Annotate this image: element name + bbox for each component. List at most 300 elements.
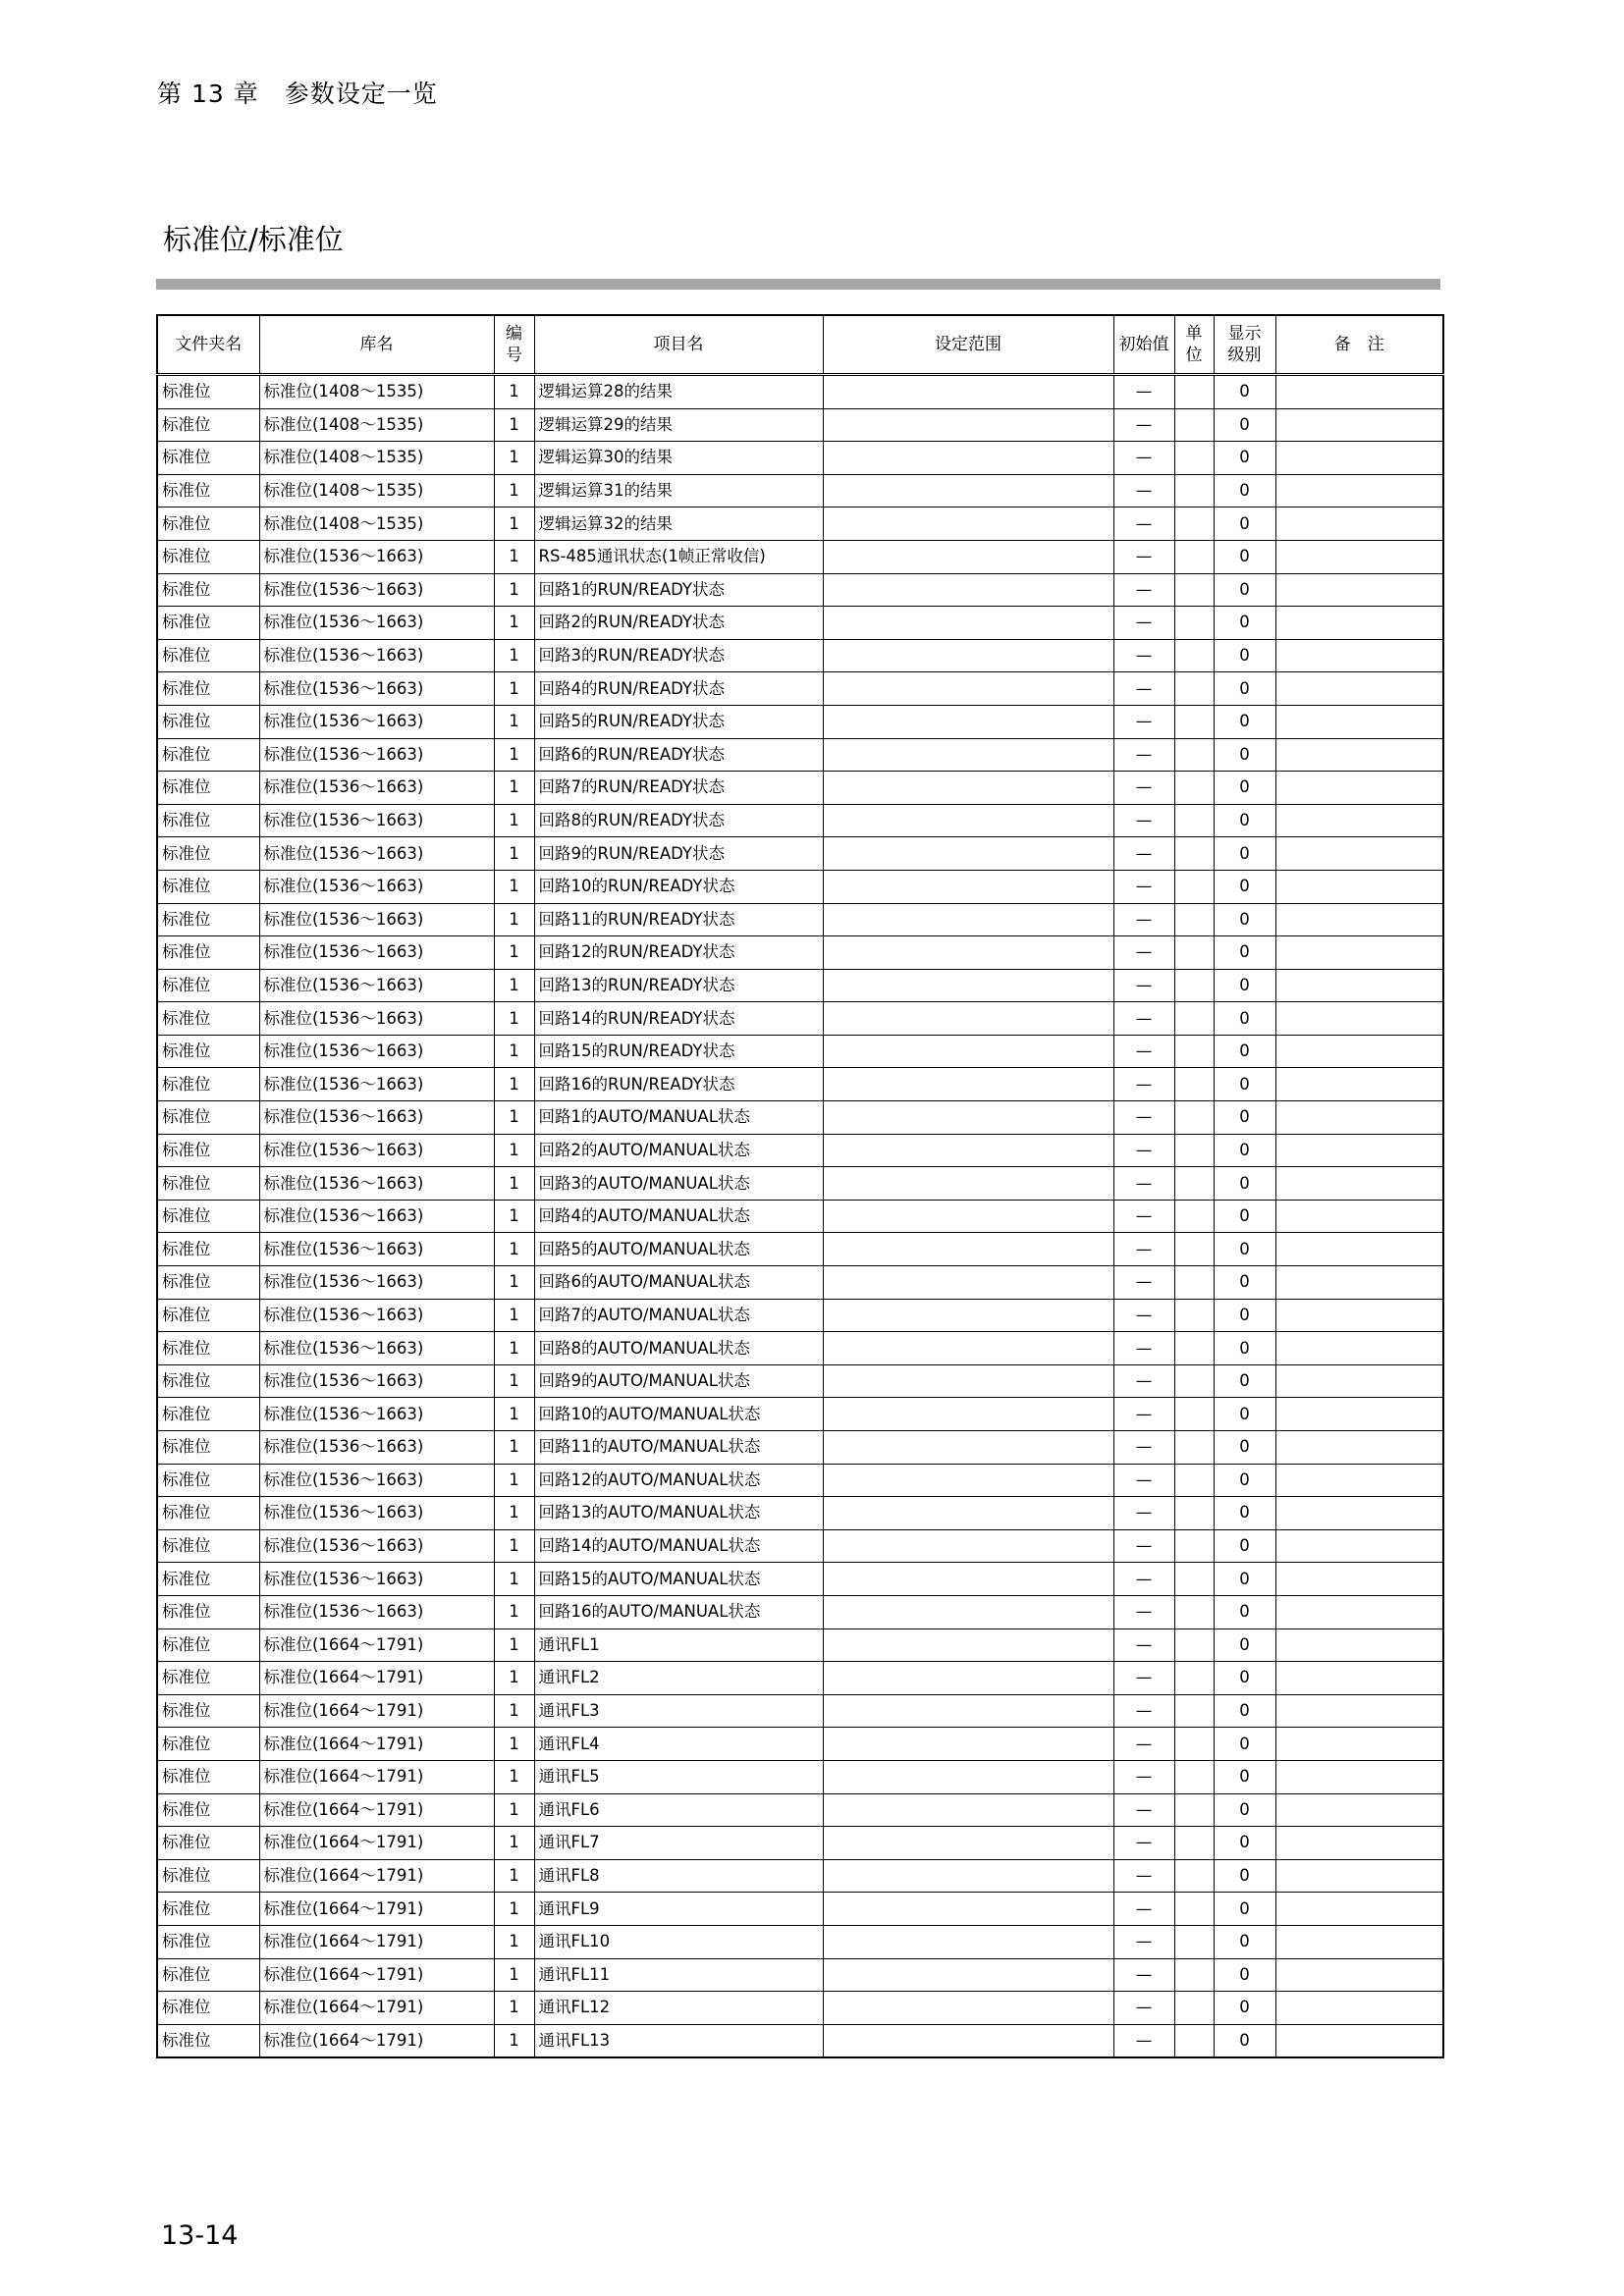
cell-setting-range bbox=[823, 507, 1113, 541]
cell-number: 1 bbox=[494, 474, 534, 507]
table-row bbox=[157, 1233, 1443, 1266]
cell-unit bbox=[1174, 1563, 1214, 1596]
cell-display-level: 0 bbox=[1214, 1233, 1275, 1266]
cell-initial-value: — bbox=[1113, 1694, 1174, 1728]
cell-folder-name: 标准位 bbox=[157, 573, 259, 607]
cell-initial-value: — bbox=[1113, 1299, 1174, 1332]
cell-library-name: 标准位(1536～1663) bbox=[259, 1200, 494, 1233]
cell-setting-range bbox=[823, 1629, 1113, 1662]
cell-number: 1 bbox=[494, 1266, 534, 1300]
table-body bbox=[157, 375, 1443, 2058]
cell-item-name: 回路12的RUN/READY状态 bbox=[534, 936, 823, 970]
page-number: 13-14 bbox=[161, 2220, 239, 2251]
cell-library-name: 标准位(1536～1663) bbox=[259, 903, 494, 936]
cell-item-name: 回路14的RUN/READY状态 bbox=[534, 1002, 823, 1036]
cell-folder-name: 标准位 bbox=[157, 936, 259, 970]
table-row bbox=[157, 1793, 1443, 1827]
table-row bbox=[157, 408, 1443, 442]
table-row bbox=[157, 1398, 1443, 1431]
section-divider bbox=[156, 279, 1440, 290]
cell-setting-range bbox=[823, 639, 1113, 672]
cell-folder-name: 标准位 bbox=[157, 1398, 259, 1431]
cell-item-name: 回路15的AUTO/MANUAL状态 bbox=[534, 1563, 823, 1596]
cell-remarks bbox=[1275, 1200, 1443, 1233]
cell-initial-value: — bbox=[1113, 772, 1174, 805]
table-row bbox=[157, 1563, 1443, 1596]
cell-remarks bbox=[1275, 1266, 1443, 1300]
cell-library-name: 标准位(1664～1791) bbox=[259, 1629, 494, 1662]
cell-initial-value: — bbox=[1113, 672, 1174, 706]
column-header-setting-range: 设定范围 bbox=[823, 315, 1113, 375]
cell-library-name: 标准位(1536～1663) bbox=[259, 1595, 494, 1629]
cell-initial-value: — bbox=[1113, 1134, 1174, 1167]
cell-folder-name: 标准位 bbox=[157, 607, 259, 640]
table-row bbox=[157, 1299, 1443, 1332]
table-header bbox=[157, 315, 1443, 375]
cell-library-name: 标准位(1664～1791) bbox=[259, 1793, 494, 1827]
cell-initial-value: — bbox=[1113, 1629, 1174, 1662]
cell-display-level: 0 bbox=[1214, 870, 1275, 903]
cell-display-level: 0 bbox=[1214, 672, 1275, 706]
cell-item-name: 回路3的AUTO/MANUAL状态 bbox=[534, 1167, 823, 1201]
cell-setting-range bbox=[823, 1859, 1113, 1893]
cell-remarks bbox=[1275, 1958, 1443, 1992]
cell-unit bbox=[1174, 837, 1214, 871]
cell-initial-value: — bbox=[1113, 1035, 1174, 1068]
cell-unit bbox=[1174, 1793, 1214, 1827]
cell-number: 1 bbox=[494, 1101, 534, 1135]
cell-library-name: 标准位(1664～1791) bbox=[259, 1859, 494, 1893]
cell-item-name: 通讯FL12 bbox=[534, 1992, 823, 2025]
table-row bbox=[157, 1859, 1443, 1893]
column-header-initial-value: 初始值 bbox=[1113, 315, 1174, 375]
cell-number: 1 bbox=[494, 375, 534, 409]
table-row bbox=[157, 442, 1443, 475]
table-row bbox=[157, 474, 1443, 507]
cell-item-name: 回路10的AUTO/MANUAL状态 bbox=[534, 1398, 823, 1431]
cell-folder-name: 标准位 bbox=[157, 1992, 259, 2025]
cell-display-level: 0 bbox=[1214, 1893, 1275, 1926]
cell-display-level: 0 bbox=[1214, 507, 1275, 541]
cell-initial-value: — bbox=[1113, 1431, 1174, 1465]
cell-initial-value: — bbox=[1113, 1563, 1174, 1596]
cell-folder-name: 标准位 bbox=[157, 1233, 259, 1266]
cell-initial-value: — bbox=[1113, 1266, 1174, 1300]
cell-unit bbox=[1174, 1398, 1214, 1431]
cell-folder-name: 标准位 bbox=[157, 2024, 259, 2057]
cell-display-level: 0 bbox=[1214, 1529, 1275, 1563]
parameter-table bbox=[156, 314, 1444, 2058]
cell-remarks bbox=[1275, 1992, 1443, 2025]
cell-unit bbox=[1174, 969, 1214, 1002]
cell-display-level: 0 bbox=[1214, 1694, 1275, 1728]
cell-library-name: 标准位(1664～1791) bbox=[259, 1728, 494, 1761]
cell-unit bbox=[1174, 672, 1214, 706]
cell-folder-name: 标准位 bbox=[157, 1299, 259, 1332]
cell-number: 1 bbox=[494, 2024, 534, 2057]
cell-display-level: 0 bbox=[1214, 1958, 1275, 1992]
cell-folder-name: 标准位 bbox=[157, 1529, 259, 1563]
cell-folder-name: 标准位 bbox=[157, 1200, 259, 1233]
cell-number: 1 bbox=[494, 507, 534, 541]
cell-folder-name: 标准位 bbox=[157, 1728, 259, 1761]
cell-display-level: 0 bbox=[1214, 804, 1275, 837]
cell-unit bbox=[1174, 804, 1214, 837]
cell-setting-range bbox=[823, 772, 1113, 805]
cell-remarks bbox=[1275, 936, 1443, 970]
table-row bbox=[157, 837, 1443, 871]
cell-setting-range bbox=[823, 1200, 1113, 1233]
cell-number: 1 bbox=[494, 1728, 534, 1761]
table-row bbox=[157, 607, 1443, 640]
cell-remarks bbox=[1275, 705, 1443, 738]
cell-setting-range bbox=[823, 705, 1113, 738]
cell-folder-name: 标准位 bbox=[157, 1827, 259, 1860]
cell-folder-name: 标准位 bbox=[157, 474, 259, 507]
table-row bbox=[157, 672, 1443, 706]
cell-folder-name: 标准位 bbox=[157, 1793, 259, 1827]
cell-item-name: 逻辑运算31的结果 bbox=[534, 474, 823, 507]
cell-display-level: 0 bbox=[1214, 1299, 1275, 1332]
cell-number: 1 bbox=[494, 772, 534, 805]
table-row bbox=[157, 936, 1443, 970]
cell-display-level: 0 bbox=[1214, 1992, 1275, 2025]
cell-item-name: 回路3的RUN/READY状态 bbox=[534, 639, 823, 672]
cell-setting-range bbox=[823, 1925, 1113, 1958]
cell-remarks bbox=[1275, 1760, 1443, 1793]
table-row bbox=[157, 1629, 1443, 1662]
cell-initial-value: — bbox=[1113, 375, 1174, 409]
cell-initial-value: — bbox=[1113, 540, 1174, 573]
cell-item-name: 回路6的AUTO/MANUAL状态 bbox=[534, 1266, 823, 1300]
cell-number: 1 bbox=[494, 1134, 534, 1167]
cell-number: 1 bbox=[494, 1233, 534, 1266]
cell-display-level: 0 bbox=[1214, 772, 1275, 805]
cell-display-level: 0 bbox=[1214, 738, 1275, 772]
cell-remarks bbox=[1275, 738, 1443, 772]
cell-unit bbox=[1174, 1497, 1214, 1530]
cell-setting-range bbox=[823, 1728, 1113, 1761]
cell-folder-name: 标准位 bbox=[157, 1595, 259, 1629]
cell-display-level: 0 bbox=[1214, 1464, 1275, 1497]
cell-setting-range bbox=[823, 870, 1113, 903]
cell-initial-value: — bbox=[1113, 903, 1174, 936]
cell-number: 1 bbox=[494, 903, 534, 936]
cell-initial-value: — bbox=[1113, 1893, 1174, 1926]
cell-library-name: 标准位(1664～1791) bbox=[259, 1992, 494, 2025]
cell-item-name: 通讯FL10 bbox=[534, 1925, 823, 1958]
cell-library-name: 标准位(1536～1663) bbox=[259, 772, 494, 805]
cell-remarks bbox=[1275, 1364, 1443, 1398]
cell-setting-range bbox=[823, 442, 1113, 475]
cell-number: 1 bbox=[494, 1497, 534, 1530]
table-row bbox=[157, 1728, 1443, 1761]
cell-setting-range bbox=[823, 1958, 1113, 1992]
cell-remarks bbox=[1275, 1167, 1443, 1201]
cell-number: 1 bbox=[494, 1002, 534, 1036]
cell-setting-range bbox=[823, 1992, 1113, 2025]
table-row bbox=[157, 1529, 1443, 1563]
table-row bbox=[157, 1992, 1443, 2025]
cell-unit bbox=[1174, 1827, 1214, 1860]
cell-folder-name: 标准位 bbox=[157, 375, 259, 409]
table-row bbox=[157, 1694, 1443, 1728]
table-row bbox=[157, 804, 1443, 837]
cell-library-name: 标准位(1408～1535) bbox=[259, 375, 494, 409]
cell-display-level: 0 bbox=[1214, 540, 1275, 573]
cell-folder-name: 标准位 bbox=[157, 804, 259, 837]
cell-setting-range bbox=[823, 1002, 1113, 1036]
cell-unit bbox=[1174, 936, 1214, 970]
cell-display-level: 0 bbox=[1214, 1925, 1275, 1958]
cell-setting-range bbox=[823, 672, 1113, 706]
cell-unit bbox=[1174, 2024, 1214, 2057]
cell-remarks bbox=[1275, 573, 1443, 607]
cell-remarks bbox=[1275, 1332, 1443, 1365]
cell-unit bbox=[1174, 772, 1214, 805]
cell-folder-name: 标准位 bbox=[157, 639, 259, 672]
cell-initial-value: — bbox=[1113, 1728, 1174, 1761]
cell-library-name: 标准位(1536～1663) bbox=[259, 1167, 494, 1201]
column-header-display-level: 显示 级别 bbox=[1214, 315, 1275, 375]
cell-initial-value: — bbox=[1113, 1101, 1174, 1135]
cell-number: 1 bbox=[494, 870, 534, 903]
cell-item-name: 通讯FL9 bbox=[534, 1893, 823, 1926]
cell-unit bbox=[1174, 1200, 1214, 1233]
cell-setting-range bbox=[823, 1793, 1113, 1827]
cell-unit bbox=[1174, 607, 1214, 640]
cell-library-name: 标准位(1536～1663) bbox=[259, 540, 494, 573]
cell-setting-range bbox=[823, 1398, 1113, 1431]
table-row bbox=[157, 1167, 1443, 1201]
cell-initial-value: — bbox=[1113, 1958, 1174, 1992]
table-row bbox=[157, 1760, 1443, 1793]
section-title: 标准位/标准位 bbox=[163, 223, 344, 256]
cell-remarks bbox=[1275, 804, 1443, 837]
cell-remarks bbox=[1275, 507, 1443, 541]
cell-number: 1 bbox=[494, 540, 534, 573]
cell-display-level: 0 bbox=[1214, 837, 1275, 871]
cell-unit bbox=[1174, 375, 1214, 409]
cell-initial-value: — bbox=[1113, 573, 1174, 607]
cell-display-level: 0 bbox=[1214, 1002, 1275, 1036]
cell-unit bbox=[1174, 1068, 1214, 1101]
cell-library-name: 标准位(1536～1663) bbox=[259, 639, 494, 672]
table-row bbox=[157, 1101, 1443, 1135]
cell-display-level: 0 bbox=[1214, 1431, 1275, 1465]
cell-initial-value: — bbox=[1113, 936, 1174, 970]
cell-item-name: 通讯FL2 bbox=[534, 1662, 823, 1695]
cell-remarks bbox=[1275, 1002, 1443, 1036]
cell-display-level: 0 bbox=[1214, 936, 1275, 970]
cell-unit bbox=[1174, 1464, 1214, 1497]
cell-setting-range bbox=[823, 903, 1113, 936]
table-row bbox=[157, 1068, 1443, 1101]
cell-item-name: 逻辑运算29的结果 bbox=[534, 408, 823, 442]
cell-unit bbox=[1174, 870, 1214, 903]
cell-library-name: 标准位(1536～1663) bbox=[259, 573, 494, 607]
cell-remarks bbox=[1275, 672, 1443, 706]
cell-initial-value: — bbox=[1113, 1464, 1174, 1497]
table-row bbox=[157, 573, 1443, 607]
cell-folder-name: 标准位 bbox=[157, 1497, 259, 1530]
table-row bbox=[157, 1134, 1443, 1167]
cell-remarks bbox=[1275, 607, 1443, 640]
cell-initial-value: — bbox=[1113, 1992, 1174, 2025]
cell-folder-name: 标准位 bbox=[157, 837, 259, 871]
cell-setting-range bbox=[823, 1694, 1113, 1728]
cell-setting-range bbox=[823, 2024, 1113, 2057]
cell-display-level: 0 bbox=[1214, 1332, 1275, 1365]
cell-item-name: 回路9的RUN/READY状态 bbox=[534, 837, 823, 871]
cell-unit bbox=[1174, 1332, 1214, 1365]
cell-item-name: 通讯FL6 bbox=[534, 1793, 823, 1827]
cell-unit bbox=[1174, 1431, 1214, 1465]
cell-remarks bbox=[1275, 1859, 1443, 1893]
cell-library-name: 标准位(1536～1663) bbox=[259, 1299, 494, 1332]
header-row bbox=[157, 315, 1443, 375]
cell-library-name: 标准位(1536～1663) bbox=[259, 1529, 494, 1563]
cell-initial-value: — bbox=[1113, 1200, 1174, 1233]
cell-display-level: 0 bbox=[1214, 442, 1275, 475]
cell-remarks bbox=[1275, 1035, 1443, 1068]
cell-number: 1 bbox=[494, 804, 534, 837]
cell-setting-range bbox=[823, 1431, 1113, 1465]
cell-setting-range bbox=[823, 1167, 1113, 1201]
table-row bbox=[157, 870, 1443, 903]
cell-number: 1 bbox=[494, 705, 534, 738]
cell-number: 1 bbox=[494, 1662, 534, 1695]
cell-remarks bbox=[1275, 1793, 1443, 1827]
cell-library-name: 标准位(1536～1663) bbox=[259, 1002, 494, 1036]
cell-setting-range bbox=[823, 1364, 1113, 1398]
cell-setting-range bbox=[823, 1497, 1113, 1530]
cell-setting-range bbox=[823, 474, 1113, 507]
cell-display-level: 0 bbox=[1214, 607, 1275, 640]
cell-library-name: 标准位(1536～1663) bbox=[259, 1497, 494, 1530]
cell-item-name: 逻辑运算28的结果 bbox=[534, 375, 823, 409]
table-row bbox=[157, 1002, 1443, 1036]
cell-folder-name: 标准位 bbox=[157, 1925, 259, 1958]
cell-remarks bbox=[1275, 969, 1443, 1002]
cell-library-name: 标准位(1536～1663) bbox=[259, 1068, 494, 1101]
cell-number: 1 bbox=[494, 1859, 534, 1893]
cell-folder-name: 标准位 bbox=[157, 969, 259, 1002]
cell-number: 1 bbox=[494, 1068, 534, 1101]
cell-library-name: 标准位(1664～1791) bbox=[259, 1694, 494, 1728]
cell-number: 1 bbox=[494, 1925, 534, 1958]
cell-display-level: 0 bbox=[1214, 2024, 1275, 2057]
cell-folder-name: 标准位 bbox=[157, 1629, 259, 1662]
table-row bbox=[157, 1827, 1443, 1860]
cell-number: 1 bbox=[494, 1992, 534, 2025]
cell-folder-name: 标准位 bbox=[157, 540, 259, 573]
cell-initial-value: — bbox=[1113, 1332, 1174, 1365]
cell-number: 1 bbox=[494, 1332, 534, 1365]
cell-remarks bbox=[1275, 1233, 1443, 1266]
cell-remarks bbox=[1275, 408, 1443, 442]
cell-display-level: 0 bbox=[1214, 1035, 1275, 1068]
cell-unit bbox=[1174, 1595, 1214, 1629]
cell-remarks bbox=[1275, 903, 1443, 936]
cell-initial-value: — bbox=[1113, 1068, 1174, 1101]
cell-item-name: 回路6的RUN/READY状态 bbox=[534, 738, 823, 772]
cell-item-name: 回路12的AUTO/MANUAL状态 bbox=[534, 1464, 823, 1497]
cell-display-level: 0 bbox=[1214, 573, 1275, 607]
cell-number: 1 bbox=[494, 1793, 534, 1827]
cell-item-name: 通讯FL7 bbox=[534, 1827, 823, 1860]
cell-item-name: 通讯FL1 bbox=[534, 1629, 823, 1662]
cell-remarks bbox=[1275, 1464, 1443, 1497]
cell-unit bbox=[1174, 408, 1214, 442]
cell-unit bbox=[1174, 507, 1214, 541]
cell-display-level: 0 bbox=[1214, 1134, 1275, 1167]
cell-setting-range bbox=[823, 1760, 1113, 1793]
table-row bbox=[157, 1364, 1443, 1398]
table-row bbox=[157, 1497, 1443, 1530]
cell-unit bbox=[1174, 705, 1214, 738]
cell-number: 1 bbox=[494, 573, 534, 607]
cell-folder-name: 标准位 bbox=[157, 1134, 259, 1167]
cell-item-name: 回路7的RUN/READY状态 bbox=[534, 772, 823, 805]
cell-folder-name: 标准位 bbox=[157, 1002, 259, 1036]
table-row bbox=[157, 705, 1443, 738]
cell-setting-range bbox=[823, 1101, 1113, 1135]
cell-setting-range bbox=[823, 1893, 1113, 1926]
cell-number: 1 bbox=[494, 1035, 534, 1068]
table-row bbox=[157, 1332, 1443, 1365]
cell-number: 1 bbox=[494, 1299, 534, 1332]
cell-folder-name: 标准位 bbox=[157, 1167, 259, 1201]
cell-unit bbox=[1174, 1101, 1214, 1135]
table-row bbox=[157, 1431, 1443, 1465]
cell-number: 1 bbox=[494, 1200, 534, 1233]
cell-item-name: 回路10的RUN/READY状态 bbox=[534, 870, 823, 903]
cell-unit bbox=[1174, 903, 1214, 936]
cell-display-level: 0 bbox=[1214, 1398, 1275, 1431]
cell-number: 1 bbox=[494, 1958, 534, 1992]
cell-number: 1 bbox=[494, 1694, 534, 1728]
cell-item-name: 回路5的RUN/READY状态 bbox=[534, 705, 823, 738]
cell-remarks bbox=[1275, 1827, 1443, 1860]
cell-remarks bbox=[1275, 1662, 1443, 1695]
cell-library-name: 标准位(1664～1791) bbox=[259, 1827, 494, 1860]
cell-library-name: 标准位(1664～1791) bbox=[259, 1958, 494, 1992]
cell-library-name: 标准位(1536～1663) bbox=[259, 1431, 494, 1465]
cell-folder-name: 标准位 bbox=[157, 1266, 259, 1300]
cell-display-level: 0 bbox=[1214, 1200, 1275, 1233]
cell-unit bbox=[1174, 540, 1214, 573]
table-row bbox=[157, 1925, 1443, 1958]
column-header-item-name: 项目名 bbox=[534, 315, 823, 375]
cell-display-level: 0 bbox=[1214, 1167, 1275, 1201]
cell-folder-name: 标准位 bbox=[157, 1662, 259, 1695]
cell-item-name: 回路1的AUTO/MANUAL状态 bbox=[534, 1101, 823, 1135]
cell-initial-value: — bbox=[1113, 870, 1174, 903]
cell-setting-range bbox=[823, 1134, 1113, 1167]
cell-initial-value: — bbox=[1113, 1364, 1174, 1398]
cell-item-name: 回路2的RUN/READY状态 bbox=[534, 607, 823, 640]
cell-display-level: 0 bbox=[1214, 1859, 1275, 1893]
cell-item-name: 回路9的AUTO/MANUAL状态 bbox=[534, 1364, 823, 1398]
cell-remarks bbox=[1275, 2024, 1443, 2057]
cell-initial-value: — bbox=[1113, 1925, 1174, 1958]
cell-number: 1 bbox=[494, 1893, 534, 1926]
cell-initial-value: — bbox=[1113, 1595, 1174, 1629]
cell-item-name: 回路5的AUTO/MANUAL状态 bbox=[534, 1233, 823, 1266]
cell-initial-value: — bbox=[1113, 1398, 1174, 1431]
cell-remarks bbox=[1275, 772, 1443, 805]
